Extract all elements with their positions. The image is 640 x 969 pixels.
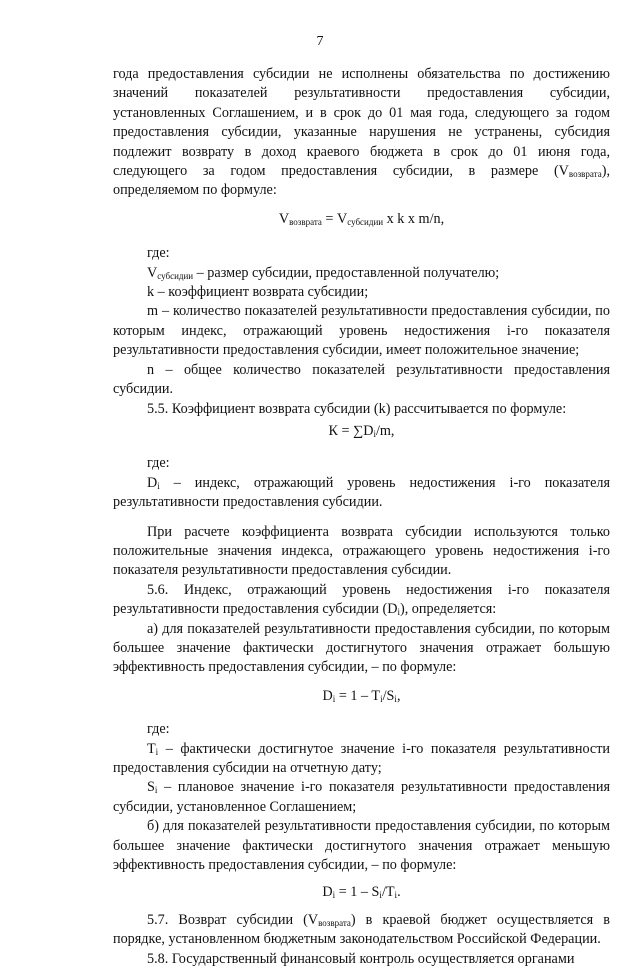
item-a: а) для показателей результативности предоставления субсидии, по которым большее значение фактически достигнутого значения отражает большую эффективность предоставления субсидии, – по формуле:: [113, 620, 610, 676]
document-body: [113, 65, 610, 969]
definition-k: k – коэффициент возврата субсидии;: [147, 284, 369, 301]
paragraph-refund-condition: года предоставления субсидии не исполнены обязательства по достижению значений показателей результативности предоставления субсидии, установленных Соглашением, и в срок до 01 мая года, следующего за годом предоставления субсидии, указанные нарушения не устранены, субсидия подлежит возврату в доход краевого бюджета в срок до 01 июня года, следующего за годом предоставления субсидии, в размере $(V_{возврата})$, определяемом по формуле:: [113, 66, 610, 199]
where-label: где:: [147, 455, 170, 472]
where-label: где:: [147, 245, 170, 262]
section-5-5: 5.5. Коэффициент возврата субсидии (k) рассчитывается по формуле:: [147, 400, 567, 417]
definition-t-i: $T_i$ – фактически достигнутое значение i-го показателя результативности предоставления субсидии на отчетную дату;: [113, 740, 610, 776]
section-5-8: 5.8. Государственный финансовый контроль осуществляется органами: [147, 950, 575, 967]
paragraph-calculation-note: При расчете коэффициента возврата субсидии используются только положительные значения индекса, отражающего уровень недостижения i-го показателя результативности предоставления субсидии.: [113, 523, 610, 579]
definition-d-i: $D_i$ – индекс, отражающий уровень недостижения i-го показателя результативности предоставления субсидии.: [113, 474, 610, 511]
section-5-7: 5.7. Возврат субсидии $(V_{возврата})$ в краевой бюджет осуществляется в порядке, установленном бюджетным законодательством Российской Федерации.: [113, 911, 610, 948]
definition-n: n – общее количество показателей результативности предоставления субсидии.: [113, 361, 610, 398]
section-5-6: 5.6. Индекс, отражающий уровень недостижения i-го показателя результативности предоставления субсидии $(D_i)$, определяется:: [113, 581, 610, 618]
definition-s-i: $S_i$ – плановое значение i-го показателя результативности предоставления субсидии, установленное Соглашением;: [113, 779, 610, 815]
page-number: 7: [316, 34, 324, 49]
where-label: где:: [147, 721, 170, 738]
item-b: б) для показателей результативности предоставления субсидии, по которым большее значение фактически достигнутого значения отражает меньшую эффективность предоставления субсидии, – по формуле:: [113, 818, 610, 874]
formula-index-a: $D_i = 1 - T_i/S_i$,: [322, 687, 401, 704]
formula-index-b: $D_i = 1 - S_i/T_i$.: [322, 884, 401, 901]
formula-coefficient: $К = \sum D_i/m$,: [328, 422, 395, 439]
definition-v-subsidy: $V_{субсидии}$ – размер субсидии, предоставленной получателю;: [147, 264, 500, 281]
definition-m: m – количество показателей результативности предоставления субсидии, по которым индекс, отражающий уровень недостижения i-го показателя результативности предоставления субсидии, имеет положительное значение;: [113, 303, 610, 359]
formula-refund-amount: $V_{возврата} = V_{субсидии}$ x k x m/n,: [278, 210, 445, 227]
